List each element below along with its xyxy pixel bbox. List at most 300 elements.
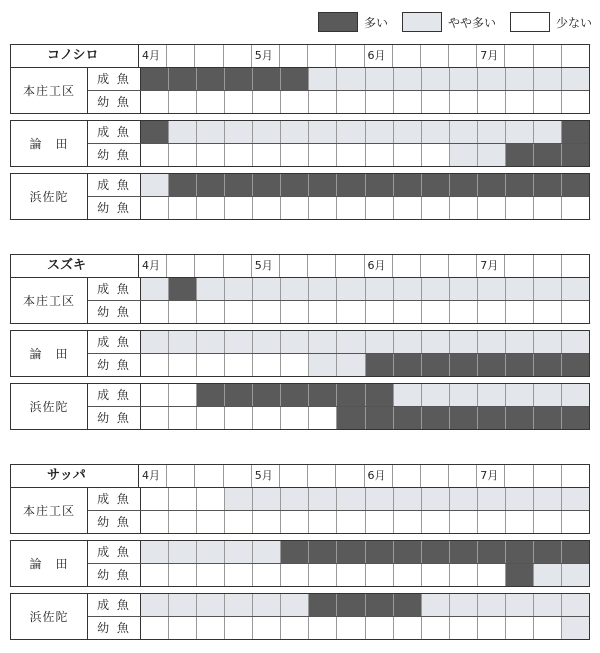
abundance-cell <box>506 121 534 143</box>
abundance-cell <box>225 541 253 563</box>
abundance-cell <box>337 144 365 166</box>
species-name: コノシロ <box>11 45 139 67</box>
week-header <box>421 45 449 67</box>
abundance-cell <box>562 511 589 533</box>
abundance-cell <box>197 197 225 219</box>
stage-row <box>88 384 589 406</box>
abundance-cell <box>450 541 478 563</box>
abundance-cell <box>253 174 281 196</box>
abundance-cell <box>394 617 422 639</box>
abundance-cell <box>394 331 422 353</box>
week-header <box>393 465 421 487</box>
abundance-cell <box>281 144 309 166</box>
abundance-cell <box>478 488 506 510</box>
species-table <box>10 44 590 226</box>
abundance-cell <box>506 174 534 196</box>
abundance-cell <box>478 331 506 353</box>
abundance-cell <box>253 144 281 166</box>
abundance-cell <box>366 617 394 639</box>
abundance-cell <box>225 564 253 586</box>
week-header: 4月 <box>139 465 167 487</box>
abundance-cell <box>169 197 197 219</box>
abundance-cell <box>394 384 422 406</box>
abundance-cell <box>337 197 365 219</box>
abundance-cell <box>225 144 253 166</box>
abundance-cell <box>141 68 169 90</box>
abundance-cell <box>478 541 506 563</box>
abundance-cell <box>478 278 506 300</box>
abundance-cell <box>562 68 589 90</box>
abundance-cell <box>366 144 394 166</box>
abundance-cell <box>197 301 225 323</box>
abundance-cell <box>309 564 337 586</box>
abundance-cell <box>281 617 309 639</box>
abundance-cell <box>141 91 169 113</box>
legend-swatch <box>402 12 442 32</box>
location-block <box>10 173 590 220</box>
legend <box>310 12 592 32</box>
abundance-cell <box>141 384 169 406</box>
legend-swatch <box>318 12 358 32</box>
week-header <box>224 465 252 487</box>
abundance-cell <box>534 91 562 113</box>
abundance-cell <box>562 197 589 219</box>
week-header <box>336 255 364 277</box>
location-block <box>10 540 590 587</box>
abundance-cell <box>281 68 309 90</box>
abundance-cell <box>534 301 562 323</box>
abundance-cell <box>450 384 478 406</box>
stage-row <box>88 174 589 196</box>
abundance-cell <box>169 511 197 533</box>
abundance-cell <box>225 301 253 323</box>
week-header <box>562 465 589 487</box>
abundance-cell <box>394 541 422 563</box>
week-header <box>308 465 336 487</box>
abundance-cell <box>169 564 197 586</box>
abundance-cell <box>562 121 589 143</box>
week-header <box>449 45 477 67</box>
week-header <box>562 255 589 277</box>
abundance-cell <box>141 301 169 323</box>
abundance-cell <box>506 68 534 90</box>
abundance-cell <box>422 541 450 563</box>
abundance-cell <box>394 144 422 166</box>
abundance-cell <box>422 197 450 219</box>
abundance-cell <box>169 68 197 90</box>
week-header: 5月 <box>252 255 280 277</box>
location-block <box>10 277 590 324</box>
location-block <box>10 67 590 114</box>
stage-label: 成 魚 <box>88 488 141 510</box>
stage-label: 成 魚 <box>88 68 141 90</box>
abundance-cell <box>422 354 450 376</box>
abundance-cell <box>225 594 253 616</box>
abundance-cell <box>506 541 534 563</box>
abundance-cell <box>422 564 450 586</box>
abundance-cell <box>197 488 225 510</box>
species-name: サッパ <box>11 465 139 487</box>
week-header <box>280 45 308 67</box>
location-name: 本庄工区 <box>11 68 88 113</box>
abundance-cell <box>281 174 309 196</box>
abundance-cell <box>141 121 169 143</box>
abundance-cell <box>197 121 225 143</box>
week-header <box>449 255 477 277</box>
abundance-cell <box>337 617 365 639</box>
abundance-cell <box>309 278 337 300</box>
week-header <box>224 45 252 67</box>
week-header: 7月 <box>477 465 505 487</box>
abundance-cell <box>450 121 478 143</box>
week-header <box>195 45 223 67</box>
species-table <box>10 464 590 646</box>
week-header <box>562 45 589 67</box>
abundance-cell <box>253 617 281 639</box>
abundance-cell <box>506 331 534 353</box>
week-header: 5月 <box>252 45 280 67</box>
abundance-cell <box>450 301 478 323</box>
abundance-cell <box>169 488 197 510</box>
abundance-cell <box>309 594 337 616</box>
abundance-cell <box>225 68 253 90</box>
abundance-cell <box>422 384 450 406</box>
abundance-cell <box>141 354 169 376</box>
abundance-cell <box>309 68 337 90</box>
abundance-cell <box>253 384 281 406</box>
stage-row <box>88 488 589 510</box>
abundance-cell <box>422 278 450 300</box>
abundance-cell <box>366 594 394 616</box>
legend-item <box>510 12 592 32</box>
abundance-cell <box>506 511 534 533</box>
abundance-cell <box>253 91 281 113</box>
legend-item <box>318 12 388 32</box>
abundance-cell <box>225 407 253 429</box>
stage-row <box>88 563 589 586</box>
abundance-cell <box>281 488 309 510</box>
abundance-cell <box>169 278 197 300</box>
stage-row <box>88 68 589 90</box>
abundance-cell <box>169 541 197 563</box>
abundance-cell <box>366 278 394 300</box>
abundance-cell <box>534 354 562 376</box>
abundance-cell <box>394 488 422 510</box>
stage-row <box>88 406 589 429</box>
abundance-cell <box>478 407 506 429</box>
abundance-cell <box>422 617 450 639</box>
abundance-cell <box>506 407 534 429</box>
abundance-cell <box>337 511 365 533</box>
abundance-cell <box>478 617 506 639</box>
legend-label: 多い <box>363 15 388 30</box>
species-name: スズキ <box>11 255 139 277</box>
abundance-cell <box>506 354 534 376</box>
abundance-cell <box>225 278 253 300</box>
location-name: 論 田 <box>11 331 88 376</box>
abundance-cell <box>197 354 225 376</box>
abundance-cell <box>422 91 450 113</box>
abundance-cell <box>337 488 365 510</box>
stage-label: 成 魚 <box>88 541 141 563</box>
stage-row <box>88 143 589 166</box>
abundance-cell <box>253 354 281 376</box>
abundance-cell <box>478 174 506 196</box>
legend-swatch <box>510 12 550 32</box>
abundance-cell <box>281 331 309 353</box>
abundance-cell <box>337 564 365 586</box>
abundance-cell <box>141 594 169 616</box>
week-header <box>224 255 252 277</box>
abundance-cell <box>394 301 422 323</box>
abundance-cell <box>478 121 506 143</box>
abundance-cell <box>394 197 422 219</box>
abundance-cell <box>225 121 253 143</box>
location-block <box>10 120 590 167</box>
abundance-cell <box>394 278 422 300</box>
abundance-cell <box>141 564 169 586</box>
abundance-cell <box>506 617 534 639</box>
abundance-cell <box>169 174 197 196</box>
abundance-cell <box>197 541 225 563</box>
location-name: 浜佐陀 <box>11 384 88 429</box>
abundance-cell <box>562 301 589 323</box>
abundance-cell <box>478 564 506 586</box>
abundance-cell <box>450 488 478 510</box>
abundance-cell <box>141 197 169 219</box>
abundance-cell <box>337 91 365 113</box>
abundance-cell <box>534 541 562 563</box>
abundance-cell <box>422 407 450 429</box>
abundance-cell <box>394 174 422 196</box>
abundance-cell <box>141 331 169 353</box>
location-block <box>10 487 590 534</box>
week-header <box>280 465 308 487</box>
week-header <box>505 255 533 277</box>
stage-label: 幼 魚 <box>88 407 141 429</box>
abundance-cell <box>225 91 253 113</box>
week-header: 6月 <box>365 45 393 67</box>
abundance-cell <box>309 197 337 219</box>
abundance-cell <box>394 354 422 376</box>
abundance-cell <box>562 278 589 300</box>
abundance-cell <box>253 407 281 429</box>
abundance-cell <box>478 197 506 219</box>
stage-row <box>88 278 589 300</box>
abundance-cell <box>534 511 562 533</box>
abundance-cell <box>450 564 478 586</box>
abundance-cell <box>225 174 253 196</box>
abundance-cell <box>225 511 253 533</box>
week-header <box>336 45 364 67</box>
abundance-cell <box>366 541 394 563</box>
abundance-cell <box>422 511 450 533</box>
week-header <box>393 45 421 67</box>
abundance-cell <box>366 407 394 429</box>
stage-label: 成 魚 <box>88 384 141 406</box>
location-name: 本庄工区 <box>11 278 88 323</box>
abundance-cell <box>337 354 365 376</box>
abundance-cell <box>337 301 365 323</box>
abundance-cell <box>534 407 562 429</box>
abundance-cell <box>309 144 337 166</box>
week-header <box>167 45 195 67</box>
abundance-cell <box>562 617 589 639</box>
abundance-cell <box>534 121 562 143</box>
abundance-cell <box>225 197 253 219</box>
location-block <box>10 593 590 640</box>
abundance-cell <box>141 511 169 533</box>
abundance-cell <box>534 564 562 586</box>
abundance-cell <box>394 511 422 533</box>
abundance-cell <box>197 331 225 353</box>
abundance-cell <box>506 384 534 406</box>
abundance-cell <box>478 301 506 323</box>
abundance-cell <box>394 91 422 113</box>
abundance-cell <box>169 121 197 143</box>
abundance-cell <box>562 384 589 406</box>
week-header <box>505 45 533 67</box>
abundance-cell <box>534 384 562 406</box>
week-header <box>308 45 336 67</box>
abundance-cell <box>169 301 197 323</box>
abundance-cell <box>253 68 281 90</box>
week-header: 7月 <box>477 45 505 67</box>
week-header <box>308 255 336 277</box>
abundance-cell <box>253 488 281 510</box>
abundance-cell <box>197 278 225 300</box>
abundance-cell <box>281 564 309 586</box>
abundance-cell <box>141 144 169 166</box>
abundance-cell <box>366 331 394 353</box>
abundance-cell <box>450 407 478 429</box>
abundance-cell <box>478 511 506 533</box>
abundance-cell <box>478 594 506 616</box>
abundance-cell <box>281 121 309 143</box>
stage-row <box>88 300 589 323</box>
abundance-cell <box>197 144 225 166</box>
stage-row <box>88 353 589 376</box>
abundance-cell <box>422 301 450 323</box>
abundance-cell <box>309 331 337 353</box>
abundance-cell <box>450 68 478 90</box>
abundance-cell <box>197 617 225 639</box>
stage-label: 幼 魚 <box>88 197 141 219</box>
abundance-cell <box>141 541 169 563</box>
week-header <box>534 465 562 487</box>
abundance-cell <box>562 354 589 376</box>
abundance-cell <box>253 331 281 353</box>
abundance-cell <box>309 511 337 533</box>
week-header: 4月 <box>139 45 167 67</box>
abundance-cell <box>366 197 394 219</box>
stage-row <box>88 616 589 639</box>
legend-label: やや多い <box>447 15 496 30</box>
abundance-cell <box>197 68 225 90</box>
abundance-cell <box>422 488 450 510</box>
abundance-cell <box>337 331 365 353</box>
week-header: 6月 <box>365 255 393 277</box>
abundance-cell <box>197 511 225 533</box>
abundance-cell <box>225 488 253 510</box>
week-header <box>449 465 477 487</box>
abundance-cell <box>366 91 394 113</box>
table-header <box>10 254 590 277</box>
stage-label: 幼 魚 <box>88 91 141 113</box>
abundance-cell <box>225 354 253 376</box>
abundance-cell <box>534 144 562 166</box>
stage-label: 成 魚 <box>88 121 141 143</box>
abundance-cell <box>253 541 281 563</box>
abundance-cell <box>478 91 506 113</box>
abundance-cell <box>337 384 365 406</box>
abundance-cell <box>141 174 169 196</box>
abundance-cell <box>450 511 478 533</box>
abundance-cell <box>197 564 225 586</box>
week-header <box>534 45 562 67</box>
abundance-cell <box>422 331 450 353</box>
abundance-cell <box>253 121 281 143</box>
stage-row <box>88 331 589 353</box>
abundance-cell <box>225 617 253 639</box>
abundance-cell <box>422 174 450 196</box>
abundance-cell <box>253 594 281 616</box>
abundance-cell <box>309 121 337 143</box>
abundance-cell <box>450 594 478 616</box>
abundance-cell <box>394 594 422 616</box>
legend-label: 少ない <box>555 15 592 30</box>
week-header <box>195 465 223 487</box>
stage-label: 幼 魚 <box>88 354 141 376</box>
abundance-cell <box>309 354 337 376</box>
abundance-cell <box>394 564 422 586</box>
abundance-cell <box>337 407 365 429</box>
abundance-cell <box>225 384 253 406</box>
abundance-cell <box>281 541 309 563</box>
week-header: 6月 <box>365 465 393 487</box>
abundance-cell <box>534 174 562 196</box>
stage-row <box>88 90 589 113</box>
abundance-cell <box>366 564 394 586</box>
stage-row <box>88 121 589 143</box>
abundance-cell <box>422 68 450 90</box>
abundance-cell <box>450 197 478 219</box>
abundance-cell <box>141 407 169 429</box>
abundance-cell <box>478 354 506 376</box>
abundance-cell <box>366 174 394 196</box>
abundance-cell <box>281 91 309 113</box>
abundance-cell <box>506 488 534 510</box>
abundance-cell <box>534 617 562 639</box>
abundance-cell <box>169 594 197 616</box>
abundance-cell <box>169 384 197 406</box>
abundance-cell <box>366 354 394 376</box>
abundance-cell <box>450 91 478 113</box>
table-header <box>10 44 590 67</box>
abundance-cell <box>534 278 562 300</box>
abundance-cell <box>562 407 589 429</box>
abundance-cell <box>534 594 562 616</box>
abundance-cell <box>253 301 281 323</box>
abundance-cell <box>506 594 534 616</box>
abundance-cell <box>169 144 197 166</box>
stage-label: 幼 魚 <box>88 144 141 166</box>
abundance-cell <box>281 407 309 429</box>
abundance-cell <box>225 331 253 353</box>
abundance-cell <box>450 331 478 353</box>
stage-label: 成 魚 <box>88 174 141 196</box>
stage-label: 成 魚 <box>88 278 141 300</box>
